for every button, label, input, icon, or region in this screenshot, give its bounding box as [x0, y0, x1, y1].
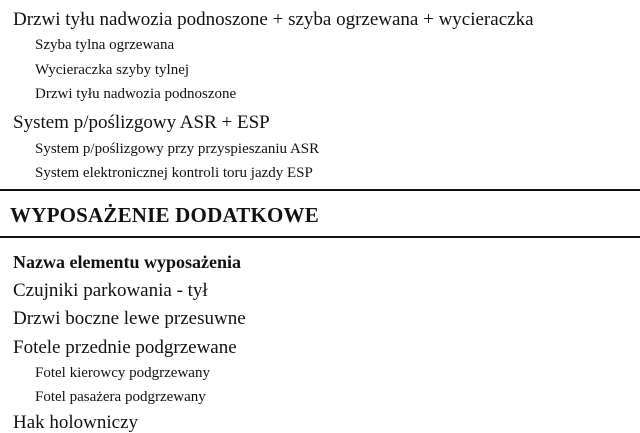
equipment-subitem: Fotel kierowcy podgrzewany: [35, 365, 210, 381]
equipment-subitem: Wycieraczka szyby tylnej: [35, 62, 190, 78]
equipment-subitem: System p/poślizgowy przy przyspieszaniu ASR: [35, 141, 320, 157]
equipment-item: System p/poślizgowy ASR + ESP: [13, 112, 270, 133]
section-divider: [0, 236, 640, 238]
section-divider: [0, 189, 640, 191]
section-heading: WYPOSAŻENIE DODATKOWE: [10, 203, 319, 227]
equipment-subitem: Fotel pasażera podgrzewany: [35, 389, 206, 405]
equipment-item: Fotele przednie podgrzewane: [13, 337, 237, 358]
equipment-item: Drzwi tyłu nadwozia podnoszone + szyba ogrzewana + wycieraczka: [13, 9, 534, 30]
column-header: Nazwa elementu wyposażenia: [13, 252, 241, 272]
equipment-subitem: Szyba tylna ogrzewana: [35, 37, 175, 53]
equipment-item: Czujniki parkowania - tył: [13, 280, 208, 301]
equipment-item: Hak holowniczy: [13, 412, 139, 433]
equipment-subitem: Drzwi tyłu nadwozia podnoszone: [35, 86, 237, 102]
equipment-subitem: System elektronicznej kontroli toru jazdy ESP: [35, 165, 313, 181]
equipment-item: Drzwi boczne lewe przesuwne: [13, 308, 246, 329]
